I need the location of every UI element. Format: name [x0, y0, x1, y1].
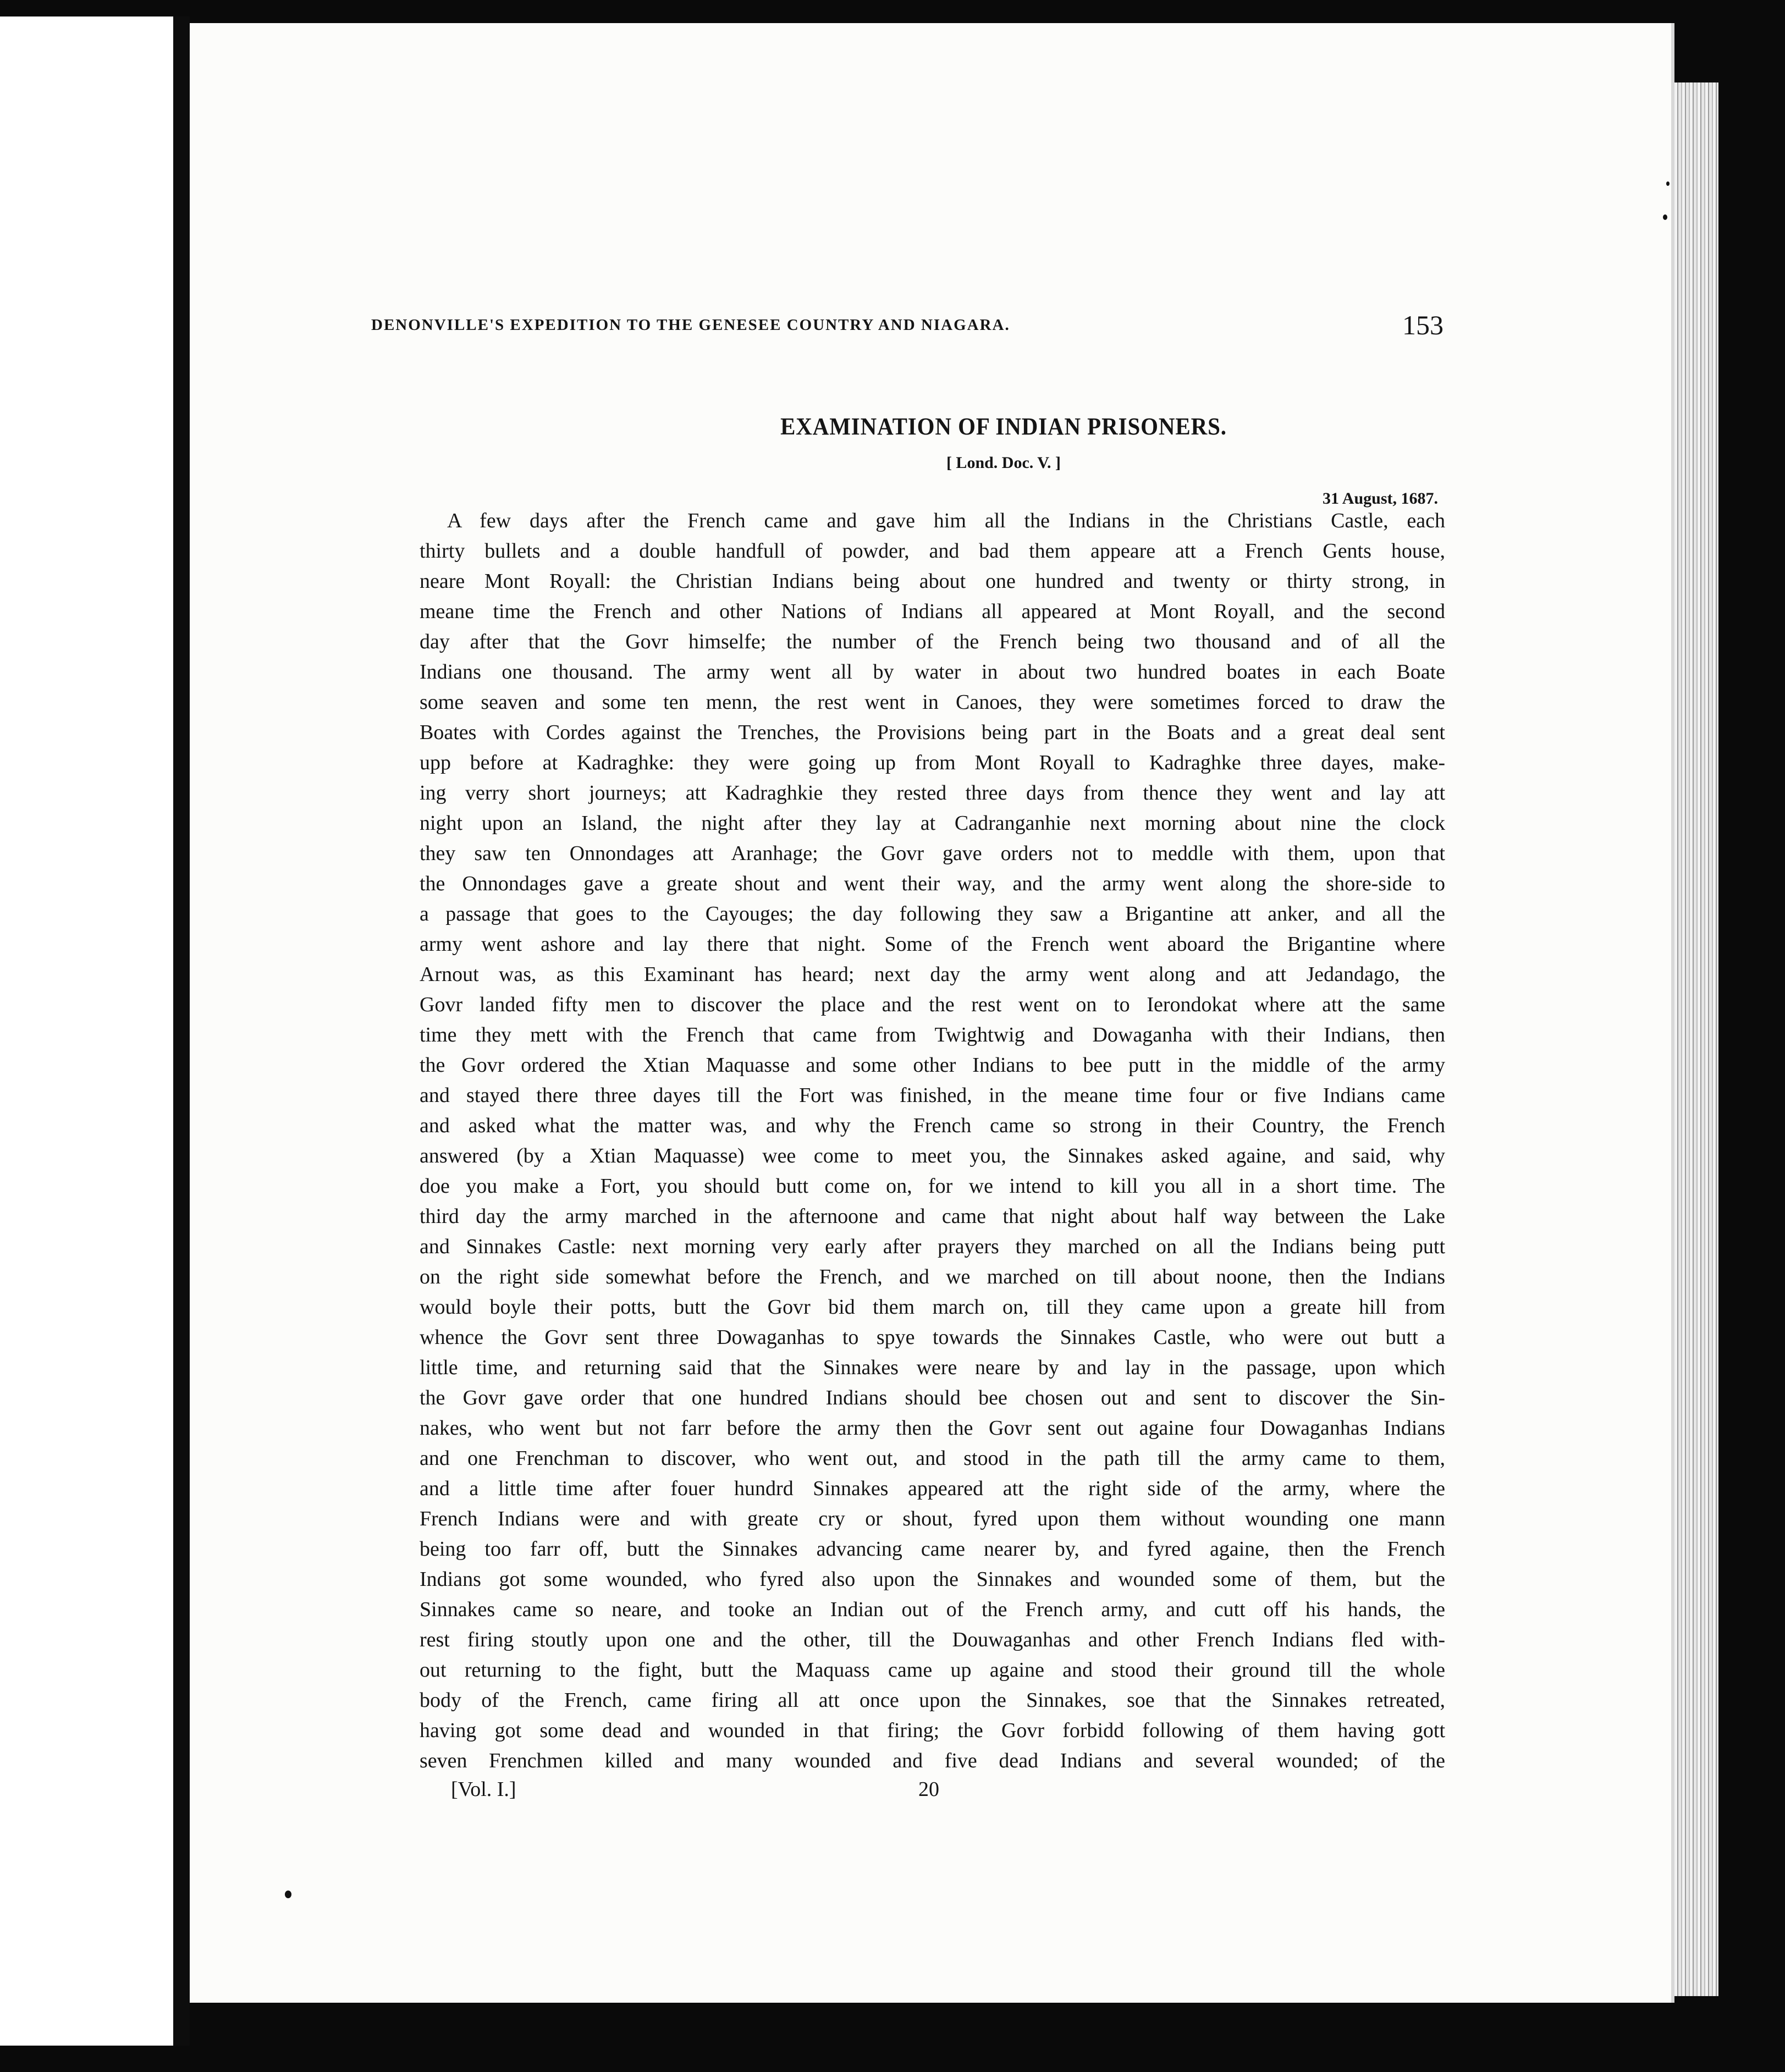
text-line: neare Mont Royall: the Christian Indians being about one hundred and twenty or thirty strong, in [420, 570, 1445, 593]
text-line: rest firing stoutly upon one and the other, till the Douwaganhas and other French Indians fled with- [420, 1628, 1445, 1651]
text-line: they saw ten Onnondages att Aranhage; the Govr gave orders not to meddle with them, upon that [420, 842, 1445, 865]
page-edges [1674, 82, 1718, 1996]
text-line: Indians one thousand. The army went all by water in about two hundred boates in each Boate [420, 660, 1445, 684]
ink-speck [1663, 214, 1667, 220]
text-line: little time, and returning said that the Sinnakes were neare by and lay in the passage, upon which [420, 1356, 1445, 1379]
text-line: out returning to the fight, butt the Maquass came up againe and stood their ground till the whole [420, 1658, 1445, 1682]
text-line: thirty bullets and a double handfull of powder, and bad them appeare att a French Gents house, [420, 539, 1445, 563]
text-line: time they mett with the French that came from Twightwig and Dowaganha with their Indians, then [420, 1023, 1445, 1046]
text-line: answered (by a Xtian Maquasse) wee come to meet you, the Sinnakes asked againe, and said, why [420, 1144, 1445, 1167]
text-line: some seaven and some ten menn, the rest went in Canoes, they were sometimes forced to draw the [420, 691, 1445, 714]
text-line: body of the French, came firing all att once upon the Sinnakes, soe that the Sinnakes retreated, [420, 1689, 1445, 1712]
document-date: 31 August, 1687. [1322, 489, 1438, 508]
text-line: upp before at Kadraghke: they were going up from Mont Royall to Kadraghke three dayes, make- [420, 751, 1445, 774]
text-line: ing verry short journeys; att Kadraghkie they rested three days from thence they went and lay att [420, 781, 1445, 804]
source-reference: [ Lond. Doc. V. ] [946, 454, 1061, 472]
text-line: the Govr gave order that one hundred Indians should bee chosen out and sent to discover the Sin- [420, 1386, 1445, 1409]
text-line: and asked what the matter was, and why the French came so strong in their Country, the French [420, 1114, 1445, 1137]
running-head: DENONVILLE'S EXPEDITION TO THE GENESEE COUNTRY AND NIAGARA. [371, 316, 1010, 334]
text-line: would boyle their potts, butt the Govr bid them march on, till they came upon a greate hill from [420, 1296, 1445, 1319]
text-line: doe you make a Fort, you should butt come on, for we intend to kill you all in a short time. The [420, 1175, 1445, 1198]
text-line: and a little time after fouer hundrd Sinnakes appeared att the right side of the army, where the [420, 1477, 1445, 1500]
book-gutter [173, 16, 190, 2046]
text-line: and stayed there three dayes till the Fort was finished, in the meane time four or five Indians came [420, 1084, 1445, 1107]
text-line: Boates with Cordes against the Trenches, the Provisions being part in the Boats and a great deal sent [420, 721, 1445, 744]
text-line: nakes, who went but not farr before the army then the Govr sent out againe four Dowaganhas Indians [420, 1417, 1445, 1440]
text-line: army went ashore and lay there that night. Some of the French went aboard the Brigantine where [420, 933, 1445, 956]
text-line: A few days after the French came and gave him all the Indians in the Christians Castle, each [447, 509, 1445, 532]
text-line: having got some dead and wounded in that firing; the Govr forbidd following of them having gott [420, 1719, 1445, 1742]
text-line: Arnout was, as this Examinant has heard; next day the army went along and att Jedandago, the [420, 963, 1445, 986]
text-line: being too farr off, butt the Sinnakes advancing came nearer by, and fyred againe, then the French [420, 1538, 1445, 1561]
text-line: a passage that goes to the Cayouges; the day following they saw a Brigantine att anker, and all the [420, 902, 1445, 925]
text-line: night upon an Island, the night after they lay at Cadranganhie next morning about nine the clock [420, 812, 1445, 835]
text-line: French Indians were and with greate cry or shout, fyred upon them without wounding one mann [420, 1507, 1445, 1530]
text-line: day after that the Govr himselfe; the number of the French being two thousand and of all the [420, 630, 1445, 653]
text-line: the Govr ordered the Xtian Maquasse and some other Indians to bee putt in the middle of the army [420, 1054, 1445, 1077]
page-number: 153 [1402, 310, 1444, 340]
ink-speck [285, 1891, 291, 1898]
text-line: Indians got some wounded, who fyred also upon the Sinnakes and wounded some of them, but the [420, 1568, 1445, 1591]
text-line: whence the Govr sent three Dowaganhas to spye towards the Sinnakes Castle, who were out butt a [420, 1326, 1445, 1349]
text-line: and Sinnakes Castle: next morning very early after prayers they marched on all the Indians being putt [420, 1235, 1445, 1258]
ink-speck [1666, 181, 1670, 186]
signature-mark: 20 [918, 1778, 939, 1801]
text-line: the Onnondages gave a greate shout and went their way, and the army went along the shore-side to [420, 872, 1445, 895]
text-line: Govr landed fifty men to discover the place and the rest went on to Ierondokat where att the same [420, 993, 1445, 1016]
text-line: meane time the French and other Nations of Indians all appeared at Mont Royall, and the second [420, 600, 1445, 623]
text-line: third day the army marched in the afternoone and came that night about half way between the Lake [420, 1205, 1445, 1228]
text-line: on the right side somewhat before the French, and we marched on till about noone, then the Indians [420, 1265, 1445, 1288]
text-line: seven Frenchmen killed and many wounded and five dead Indians and several wounded; of the [420, 1749, 1445, 1772]
document-title: EXAMINATION OF INDIAN PRISONERS. [780, 413, 1227, 440]
volume-mark: [Vol. I.] [451, 1778, 516, 1801]
text-line: Sinnakes came so neare, and tooke an Indian out of the French army, and cutt off his hands, the [420, 1598, 1445, 1621]
facing-page [0, 16, 177, 2046]
body-text [420, 506, 1445, 1776]
text-line: and one Frenchman to discover, who went out, and stood in the path till the army came to them, [420, 1447, 1445, 1470]
